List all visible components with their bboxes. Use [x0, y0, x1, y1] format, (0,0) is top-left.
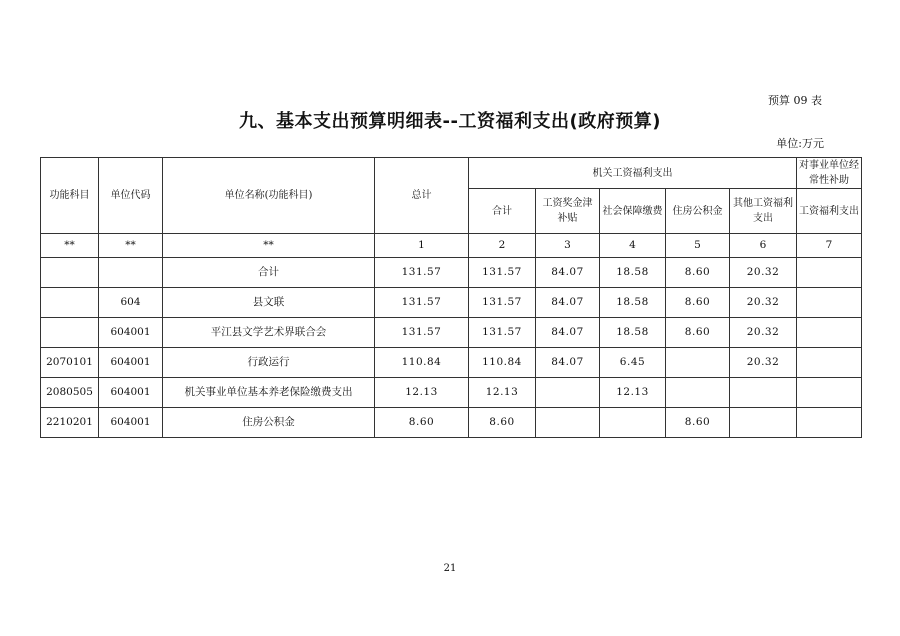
- cell-sub-total: 131.57: [469, 288, 536, 318]
- cell-housing: 8.60: [666, 258, 730, 288]
- table-row: [41, 408, 862, 438]
- table-row: [41, 348, 862, 378]
- budget-table: [40, 157, 862, 438]
- cell-bonus: 84.07: [536, 288, 600, 318]
- cell-public-wage: [797, 288, 862, 318]
- index-row: [41, 234, 862, 258]
- cell-total: 110.84: [375, 348, 469, 378]
- table-row: [41, 318, 862, 348]
- cell-other: [730, 408, 797, 438]
- cell-housing: [666, 378, 730, 408]
- index-cell: 4: [600, 234, 666, 258]
- header-sub-bonus: 工资奖金津补贴: [536, 189, 600, 234]
- cell-unit-name: 机关事业单位基本养老保险缴费支出: [163, 378, 375, 408]
- cell-sub-total: 131.57: [469, 318, 536, 348]
- header-func-subject: 功能科目: [41, 158, 99, 234]
- index-cell: 1: [375, 234, 469, 258]
- cell-func-subject: 2210201: [41, 408, 99, 438]
- cell-public-wage: [797, 378, 862, 408]
- cell-func-subject: 2080505: [41, 378, 99, 408]
- header-sub-other: 其他工资福利支出: [730, 189, 797, 234]
- cell-sub-total: 131.57: [469, 258, 536, 288]
- cell-housing: 8.60: [666, 408, 730, 438]
- cell-bonus: 84.07: [536, 318, 600, 348]
- cell-sub-total: 8.60: [469, 408, 536, 438]
- cell-other: 20.32: [730, 318, 797, 348]
- index-cell: 7: [797, 234, 862, 258]
- cell-social: 6.45: [600, 348, 666, 378]
- cell-unit-name: 住房公积金: [163, 408, 375, 438]
- cell-func-subject: [41, 318, 99, 348]
- header-group-public: 对事业单位经常性补助: [797, 158, 862, 189]
- cell-func-subject: [41, 258, 99, 288]
- index-cell: **: [41, 234, 99, 258]
- cell-bonus: [536, 378, 600, 408]
- header-sub-social: 社会保障缴费: [600, 189, 666, 234]
- cell-public-wage: [797, 408, 862, 438]
- cell-unit-name: 平江县文学艺术界联合会: [163, 318, 375, 348]
- header-sub-total: 合计: [469, 189, 536, 234]
- cell-total: 131.57: [375, 258, 469, 288]
- cell-social: 12.13: [600, 378, 666, 408]
- cell-unit-name: 行政运行: [163, 348, 375, 378]
- cell-total: 12.13: [375, 378, 469, 408]
- page-title: 九、基本支出预算明细表--工资福利支出(政府预算): [239, 111, 661, 132]
- unit-label: 单位:万元: [776, 137, 824, 150]
- cell-other: [730, 378, 797, 408]
- cell-unit-code: 604001: [99, 348, 163, 378]
- cell-total: 8.60: [375, 408, 469, 438]
- cell-unit-code: 604001: [99, 408, 163, 438]
- form-code: 预算 09 表: [768, 94, 822, 107]
- cell-public-wage: [797, 348, 862, 378]
- cell-total: 131.57: [375, 288, 469, 318]
- cell-housing: 8.60: [666, 288, 730, 318]
- cell-social: [600, 408, 666, 438]
- header-group-org: 机关工资福利支出: [469, 158, 797, 189]
- header-unit-name: 单位名称(功能科目): [163, 158, 375, 234]
- cell-unit-name: 合计: [163, 258, 375, 288]
- cell-unit-code: 604: [99, 288, 163, 318]
- index-cell: **: [99, 234, 163, 258]
- cell-total: 131.57: [375, 318, 469, 348]
- index-cell: 2: [469, 234, 536, 258]
- cell-housing: 8.60: [666, 318, 730, 348]
- cell-social: 18.58: [600, 318, 666, 348]
- table-row: [41, 378, 862, 408]
- cell-func-subject: 2070101: [41, 348, 99, 378]
- cell-sub-total: 12.13: [469, 378, 536, 408]
- header-total: 总计: [375, 158, 469, 234]
- cell-unit-code: 604001: [99, 378, 163, 408]
- cell-social: 18.58: [600, 258, 666, 288]
- header-unit-code: 单位代码: [99, 158, 163, 234]
- cell-other: 20.32: [730, 348, 797, 378]
- cell-housing: [666, 348, 730, 378]
- index-cell: **: [163, 234, 375, 258]
- cell-bonus: 84.07: [536, 348, 600, 378]
- header-sub-housing: 住房公积金: [666, 189, 730, 234]
- table-row: [41, 288, 862, 318]
- index-cell: 3: [536, 234, 600, 258]
- page-number: 21: [443, 563, 457, 574]
- cell-unit-code: 604001: [99, 318, 163, 348]
- cell-social: 18.58: [600, 288, 666, 318]
- cell-sub-total: 110.84: [469, 348, 536, 378]
- table-row: [41, 258, 862, 288]
- cell-public-wage: [797, 258, 862, 288]
- cell-other: 20.32: [730, 258, 797, 288]
- cell-unit-code: [99, 258, 163, 288]
- cell-other: 20.32: [730, 288, 797, 318]
- header-sub-public-wage: 工资福利支出: [797, 189, 862, 234]
- index-cell: 6: [730, 234, 797, 258]
- cell-func-subject: [41, 288, 99, 318]
- cell-bonus: 84.07: [536, 258, 600, 288]
- cell-unit-name: 县文联: [163, 288, 375, 318]
- cell-bonus: [536, 408, 600, 438]
- index-cell: 5: [666, 234, 730, 258]
- cell-public-wage: [797, 318, 862, 348]
